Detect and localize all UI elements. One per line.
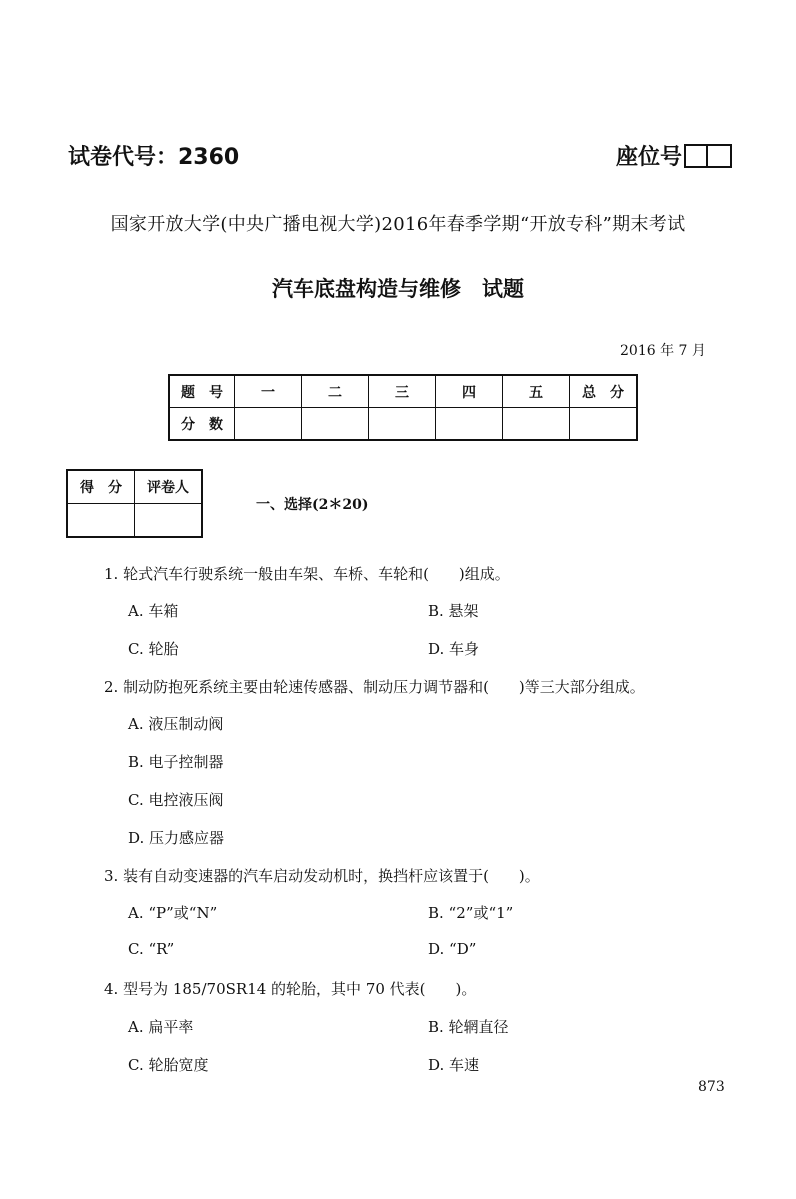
- question-4-option-c: C. 轮胎宽度: [128, 1056, 209, 1074]
- score-table-row-header: [169, 375, 637, 408]
- question-3-option-b: B. “2”或“1”: [428, 904, 514, 922]
- question-1-option-a: A. 车箱: [128, 602, 179, 620]
- paper-code: 试卷代号：2360: [68, 145, 240, 170]
- seat-number: [616, 140, 732, 171]
- question-2-option-b: B. 电子控制器: [128, 753, 224, 771]
- question-1-stem: 1. 轮式汽车行驶系统一般由车架、车桥、车轮和( )组成。: [104, 565, 510, 583]
- section-title: 一、选择(2＊20): [256, 497, 369, 513]
- question-2-option-d: D. 压力感应器: [128, 829, 225, 847]
- question-3-stem: 3. 装有自动变速器的汽车启动发动机时，换挡杆应该置于( )。: [104, 867, 540, 885]
- score-cell: [302, 408, 369, 441]
- page-number: 873: [698, 1079, 725, 1095]
- grader-score-cell: [67, 504, 135, 538]
- exam-title: 汽车底盘构造与维修 试题: [272, 277, 524, 301]
- question-4-stem: 4. 型号为 185/70SR14 的轮胎，其中 70 代表( )。: [104, 980, 477, 998]
- score-col-1: 一: [235, 375, 302, 408]
- score-table-row-values: [169, 408, 637, 441]
- question-3-option-a: A. “P”或“N”: [128, 904, 218, 922]
- score-cell: [436, 408, 503, 441]
- exam-date: 2016 年 7 月: [620, 343, 706, 359]
- question-2-stem: 2. 制动防抱死系统主要由轮速传感器、制动压力调节器和( )等三大部分组成。: [104, 678, 645, 696]
- score-col-3: 三: [369, 375, 436, 408]
- exam-subtitle: 国家开放大学(中央广播电视大学)2016年春季学期“开放专科”期末考试: [110, 214, 686, 235]
- score-table: [168, 374, 638, 441]
- question-3-option-d: D. “D”: [428, 940, 477, 958]
- question-4-option-d: D. 车速: [428, 1056, 480, 1074]
- score-col-5: 五: [503, 375, 570, 408]
- seat-box: [684, 144, 708, 168]
- grader-name-cell: [135, 504, 203, 538]
- score-col-2: 二: [302, 375, 369, 408]
- question-3-option-c: C. “R”: [128, 940, 175, 958]
- score-row-head: 题 号: [169, 375, 235, 408]
- question-1-option-c: C. 轮胎: [128, 640, 179, 658]
- seat-box: [708, 144, 732, 168]
- score-cell: [235, 408, 302, 441]
- question-4-option-a: A. 扁平率: [128, 1018, 194, 1036]
- seat-number-label: 座位号: [616, 145, 683, 170]
- seat-number-boxes: [684, 144, 732, 168]
- question-4-option-b: B. 轮辋直径: [428, 1018, 509, 1036]
- question-2-option-c: C. 电控液压阀: [128, 791, 224, 809]
- question-1-option-d: D. 车身: [428, 640, 480, 658]
- question-2-option-a: A. 液压制动阀: [128, 715, 224, 733]
- score-values-head: 分 数: [169, 408, 235, 441]
- score-col-4: 四: [436, 375, 503, 408]
- question-1-option-b: B. 悬架: [428, 602, 479, 620]
- score-cell: [503, 408, 570, 441]
- score-cell: [369, 408, 436, 441]
- score-cell: [570, 408, 638, 441]
- score-col-total: 总 分: [570, 375, 638, 408]
- grader-score-label: 得 分: [67, 470, 135, 504]
- grader-name-label: 评卷人: [135, 470, 203, 504]
- grader-table: [66, 469, 203, 538]
